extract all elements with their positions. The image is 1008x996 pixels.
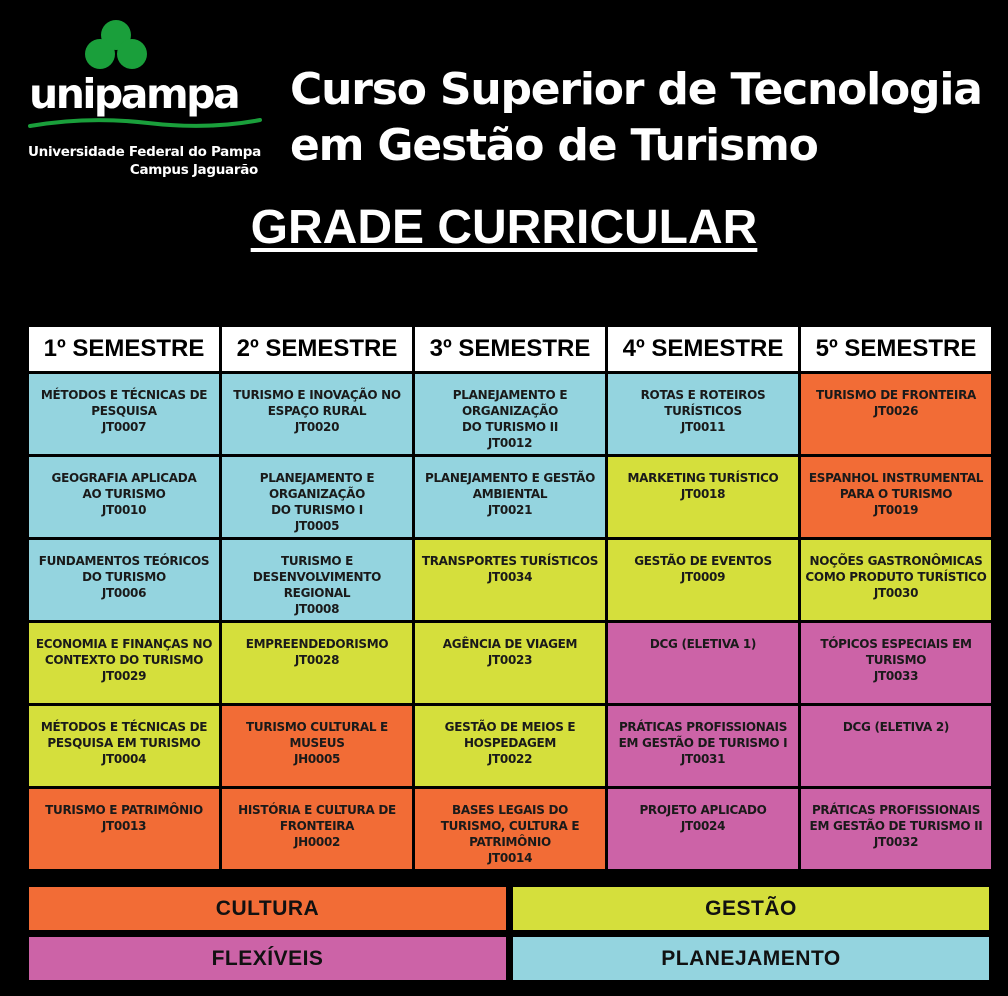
course-cell bbox=[29, 789, 219, 869]
course-code: JT0019 bbox=[873, 503, 919, 517]
course-cell bbox=[415, 374, 605, 454]
course-cell bbox=[608, 623, 798, 703]
course-cell bbox=[801, 789, 991, 869]
course-name: TÓPICOS ESPECIAIS EM TURISMO bbox=[820, 637, 972, 667]
course-name: FUNDAMENTOS TEÓRICOS DO TURISMO bbox=[38, 554, 210, 584]
course-name: TURISMO E PATRIMÔNIO bbox=[45, 803, 203, 817]
course-cell bbox=[608, 706, 798, 786]
semester-header-4: 4º SEMESTRE bbox=[608, 327, 798, 371]
semester-header-5: 5º SEMESTRE bbox=[801, 327, 991, 371]
unipampa-logo bbox=[22, 18, 267, 183]
course-cell bbox=[222, 457, 412, 537]
course-code: JT0006 bbox=[101, 586, 147, 600]
semester-header-1: 1º SEMESTRE bbox=[29, 327, 219, 371]
course-cell bbox=[608, 540, 798, 620]
course-name: DCG (ELETIVA 2) bbox=[842, 720, 950, 734]
course-code: JT0028 bbox=[294, 653, 340, 667]
course-name: HISTÓRIA E CULTURA DE FRONTEIRA bbox=[238, 803, 396, 833]
course-cell bbox=[415, 706, 605, 786]
course-code: JT0013 bbox=[101, 819, 147, 833]
legend-gestao: GESTÃO bbox=[513, 887, 989, 930]
course-title-line-2: em Gestão de Turismo bbox=[290, 120, 818, 171]
curriculum-grid bbox=[29, 327, 991, 869]
course-name: ESPANHOL INSTRUMENTAL PARA O TURISMO bbox=[808, 471, 984, 501]
course-name: EMPREENDEDORISMO bbox=[245, 637, 389, 651]
course-code: JT0022 bbox=[487, 752, 533, 766]
course-cell bbox=[415, 540, 605, 620]
course-code: JT0031 bbox=[680, 752, 726, 766]
course-code: JT0026 bbox=[873, 404, 919, 418]
course-name: GESTÃO DE EVENTOS bbox=[634, 554, 772, 568]
course-code: JH0005 bbox=[293, 752, 341, 766]
course-code: JT0011 bbox=[680, 420, 726, 434]
course-name: GEOGRAFIA APLICADA AO TURISMO bbox=[51, 471, 197, 501]
legend-flexiveis: FLEXÍVEIS bbox=[29, 937, 506, 980]
legend-planejamento: PLANEJAMENTO bbox=[513, 937, 989, 980]
course-cell bbox=[222, 789, 412, 869]
course-cell bbox=[608, 374, 798, 454]
semester-header-2: 2º SEMESTRE bbox=[222, 327, 412, 371]
course-code: JT0007 bbox=[101, 420, 147, 434]
course-code: JT0004 bbox=[101, 752, 147, 766]
course-name: TRANSPORTES TURÍSTICOS bbox=[421, 554, 599, 568]
course-cell bbox=[415, 789, 605, 869]
course-cell bbox=[608, 457, 798, 537]
brand-wordmark: unipampa bbox=[29, 70, 239, 118]
course-name: TURISMO DE FRONTEIRA bbox=[816, 388, 976, 402]
course-cell bbox=[801, 374, 991, 454]
course-code: JT0018 bbox=[680, 487, 726, 501]
course-name: ECONOMIA E FINANÇAS NO CONTEXTO DO TURISMO bbox=[35, 637, 213, 667]
course-title bbox=[290, 62, 982, 174]
course-cell bbox=[415, 623, 605, 703]
course-code: JT0034 bbox=[487, 570, 533, 584]
university-name: Universidade Federal do Pampa bbox=[28, 144, 261, 160]
course-code: JT0023 bbox=[487, 653, 533, 667]
course-code: JT0008 bbox=[294, 602, 340, 616]
course-cell bbox=[801, 457, 991, 537]
course-code: JT0030 bbox=[873, 586, 919, 600]
course-cell bbox=[222, 623, 412, 703]
course-cell bbox=[415, 457, 605, 537]
course-name: MÉTODOS E TÉCNICAS DE PESQUISA EM TURISMO bbox=[40, 720, 208, 750]
course-name: BASES LEGAIS DO TURISMO, CULTURA E PATRIMÔNIO bbox=[440, 803, 580, 849]
course-cell bbox=[29, 374, 219, 454]
course-code: JT0010 bbox=[101, 503, 147, 517]
course-code: JT0033 bbox=[873, 669, 919, 683]
course-name: PLANEJAMENTO E ORGANIZAÇÃO DO TURISMO II bbox=[452, 388, 568, 434]
course-cell bbox=[29, 540, 219, 620]
course-name: MARKETING TURÍSTICO bbox=[627, 471, 779, 485]
course-cell bbox=[222, 706, 412, 786]
course-cell bbox=[29, 706, 219, 786]
course-code: JT0021 bbox=[487, 503, 533, 517]
legend-cultura: CULTURA bbox=[29, 887, 506, 930]
course-name: MÉTODOS E TÉCNICAS DE PESQUISA bbox=[40, 388, 208, 418]
subtitle-text: GRADE CURRICULAR bbox=[250, 201, 758, 254]
course-name: GESTÃO DE MEIOS E HOSPEDAGEM bbox=[444, 720, 576, 750]
course-name: ROTAS E ROTEIROS TURÍSTICOS bbox=[640, 388, 766, 418]
course-name: NOÇÕES GASTRONÔMICAS COMO PRODUTO TURÍSTICO bbox=[805, 554, 987, 584]
course-name: PRÁTICAS PROFISSIONAIS EM GESTÃO DE TURISMO I bbox=[618, 720, 788, 750]
course-name: PRÁTICAS PROFISSIONAIS EM GESTÃO DE TURISMO II bbox=[809, 803, 983, 833]
course-code: JT0014 bbox=[487, 851, 533, 865]
course-cell bbox=[801, 540, 991, 620]
page-subtitle bbox=[0, 198, 1008, 258]
course-name: PLANEJAMENTO E ORGANIZAÇÃO DO TURISMO I bbox=[259, 471, 375, 517]
course-cell bbox=[29, 457, 219, 537]
course-code: JH0002 bbox=[293, 835, 341, 849]
campus-name: Campus Jaguarão bbox=[129, 162, 258, 178]
course-cell bbox=[801, 623, 991, 703]
course-cell bbox=[801, 706, 991, 786]
course-name: DCG (ELETIVA 1) bbox=[649, 637, 757, 651]
course-code: JT0032 bbox=[873, 835, 919, 849]
course-cell bbox=[29, 623, 219, 703]
course-name: AGÊNCIA DE VIAGEM bbox=[442, 637, 578, 651]
course-code: JT0005 bbox=[294, 519, 340, 533]
course-code: JT0009 bbox=[680, 570, 726, 584]
course-name: PLANEJAMENTO E GESTÃO AMBIENTAL bbox=[425, 471, 595, 501]
course-code: JT0029 bbox=[101, 669, 147, 683]
course-name: TURISMO E DESENVOLVIMENTO REGIONAL bbox=[252, 554, 382, 600]
course-cell bbox=[222, 540, 412, 620]
course-name: TURISMO E INOVAÇÃO NO ESPAÇO RURAL bbox=[233, 388, 401, 418]
course-code: JT0024 bbox=[680, 819, 726, 833]
course-code: JT0020 bbox=[294, 420, 340, 434]
green-swoosh bbox=[28, 114, 262, 130]
course-cell bbox=[222, 374, 412, 454]
course-name: TURISMO CULTURAL E MUSEUS bbox=[246, 720, 388, 750]
course-title-line-1: Curso Superior de Tecnologia bbox=[290, 64, 982, 115]
course-name: PROJETO APLICADO bbox=[639, 803, 767, 817]
course-code: JT0012 bbox=[487, 436, 533, 450]
course-cell bbox=[608, 789, 798, 869]
semester-header-3: 3º SEMESTRE bbox=[415, 327, 605, 371]
